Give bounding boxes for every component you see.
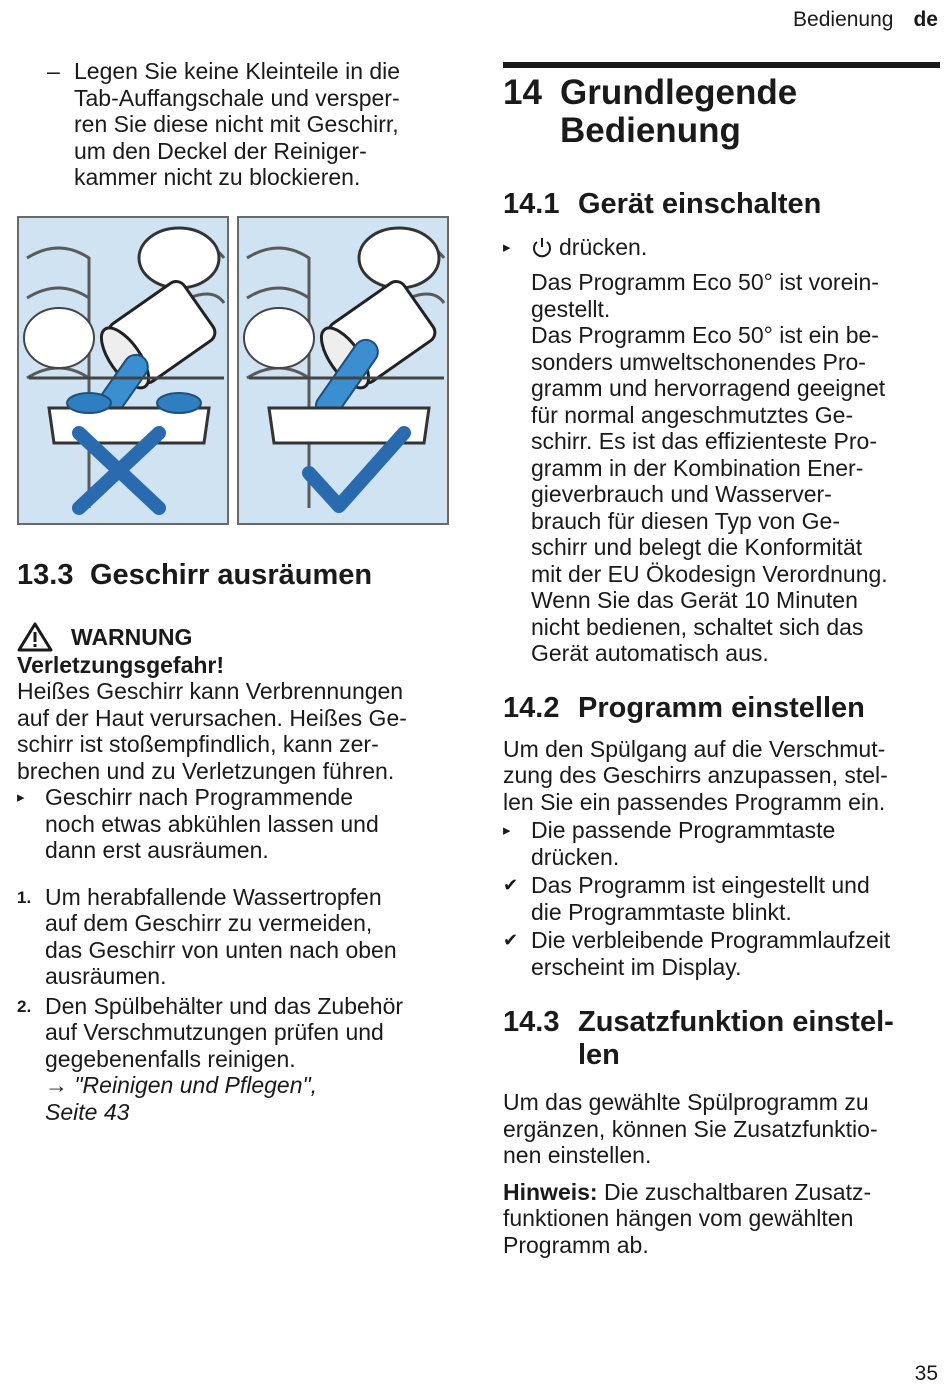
section-title-line: len <box>578 1039 620 1071</box>
warning-title: Verletzungsgefahr! <box>17 651 225 678</box>
warning-triangle-icon <box>17 622 53 652</box>
right-column <box>503 62 940 1258</box>
warning-text-line: schirr ist stoßempfindlich, kann zer- <box>17 731 379 757</box>
info-line: Wenn Sie das Gerät 10 Minuten <box>531 587 858 613</box>
warning-text-line: auf der Haut verursachen. Heißes Ge- <box>17 704 407 731</box>
s14-3-note <box>503 1179 940 1259</box>
intro-line: Tab-Auffangschale und versper- <box>74 84 400 111</box>
result-check-icon: ✔ <box>503 875 519 895</box>
intro-line: um den Deckel der Reiniger- <box>74 137 367 164</box>
action-line: dann erst ausräumen. <box>45 837 269 863</box>
reference-page[interactable]: Seite 43 <box>45 1098 130 1125</box>
action-arrow-icon: ▸ <box>503 239 511 256</box>
note-text: Die zuschaltbaren Zusatz- <box>603 1178 872 1205</box>
result-line: erscheint im Display. <box>531 953 742 980</box>
intro-line: len Sie ein passendes Programm ein. <box>503 788 886 815</box>
page-header <box>793 8 938 32</box>
result-line: Die verbleibende Programmlaufzeit <box>531 927 891 953</box>
section-14-1-heading <box>503 188 940 221</box>
info-line: sonders umweltschonendes Pro- <box>531 348 866 375</box>
info-line: mit der EU Ökodesign Verordnung. <box>531 560 888 587</box>
chapter-number: 14 <box>503 73 542 112</box>
s14-2-action <box>503 817 940 870</box>
result-line: die Programmtaste blinkt. <box>531 898 792 925</box>
intro-line: Um den Spülgang auf die Verschmut- <box>503 735 886 762</box>
warning-text-line: Heißes Geschirr kann Verbrennungen <box>17 678 404 704</box>
intro-line: zung des Geschirrs anzupassen, stel- <box>503 762 888 788</box>
reference-title: "Reinigen und Pflegen", <box>74 1072 318 1098</box>
intro-line: nen einstellen. <box>503 1142 652 1168</box>
step-line: ausräumen. <box>45 963 167 989</box>
header-language: de <box>913 8 938 31</box>
section-title: Geschirr ausräumen <box>90 558 373 591</box>
s14-2-result-1 <box>503 872 940 925</box>
warning-text-line: brechen und zu Verletzungen führen. <box>17 757 395 784</box>
chapter-14-heading <box>503 62 940 150</box>
step-line: Den Spülbehälter und das Zubehör <box>45 992 404 1019</box>
step-number: 1. <box>17 887 32 907</box>
section-number: 14.2 <box>503 691 560 724</box>
s14-3-intro <box>503 1089 940 1169</box>
info-line: schirr und belegt die Konformität <box>531 534 863 560</box>
s14-1-result <box>531 269 940 667</box>
info-line: gramm in der Kombination Ener- <box>531 454 864 481</box>
s14-2-result-2 <box>503 927 940 980</box>
intro-dash-item <box>47 58 457 191</box>
chapter-title-line: Grundlegende <box>560 73 798 112</box>
info-line: nicht bedienen, schaltet sich das <box>531 613 864 640</box>
left-column <box>17 58 457 1125</box>
action-line: Geschirr nach Programmende <box>45 784 354 810</box>
warning-header <box>17 622 457 652</box>
section-number: 14.3 <box>503 1006 560 1038</box>
page-number: 35 <box>914 1362 938 1385</box>
step-number: 2. <box>17 996 32 1016</box>
wrong-illustration <box>19 218 227 523</box>
result-line: gestellt. <box>531 295 611 322</box>
intro-line: kammer nicht zu blockieren. <box>74 164 361 190</box>
intro-line: ergänzen, können Sie Zusatzfunktio- <box>503 1115 878 1142</box>
intro-line: Legen Sie keine Kleinteile in die <box>74 58 401 84</box>
action-arrow-icon: ▸ <box>17 789 25 806</box>
chapter-title-line: Bedienung <box>560 111 741 150</box>
step-line: Um herabfallende Wassertropfen <box>45 883 382 910</box>
action-line: Die passende Programmtaste <box>531 817 836 843</box>
result-line: Das Programm ist eingestellt und <box>531 872 870 898</box>
step-2 <box>17 993 457 1126</box>
info-line: Das Programm Eco 50° ist ein be- <box>531 322 879 348</box>
result-check-icon: ✔ <box>503 930 519 950</box>
action-line: noch etwas abkühlen lassen und <box>45 810 379 837</box>
warning-label: WARNUNG <box>71 623 193 650</box>
result-line: Das Programm Eco 50° ist vorein- <box>531 269 879 295</box>
figure-pair <box>17 216 457 525</box>
cross-reference-link[interactable] <box>45 1072 403 1099</box>
intro-line: Um das gewählte Spülprogramm zu <box>503 1089 869 1115</box>
section-title-line: Zusatzfunktion einstel- <box>578 1006 894 1038</box>
note-line: Programm ab. <box>503 1231 649 1258</box>
step-line: das Geschirr von unten nach oben <box>45 936 397 963</box>
dash-marker: – <box>47 58 60 84</box>
reference-arrow-icon: → <box>45 1072 68 1098</box>
action-text: drücken. <box>559 234 648 261</box>
info-line: gieverbrauch und Wasserver- <box>531 481 832 507</box>
section-title: Gerät einschalten <box>578 188 822 220</box>
info-line: für normal angeschmutztes Ge- <box>531 401 854 428</box>
warning-action <box>17 784 457 864</box>
note-line: funktionen hängen vom gewählten <box>503 1205 854 1231</box>
action-line: drücken. <box>531 843 620 870</box>
s14-2-intro <box>503 736 940 816</box>
section-14-3-heading <box>503 1006 940 1072</box>
s14-1-action <box>503 234 940 261</box>
step-line: auf dem Geschirr zu vermeiden, <box>45 910 373 936</box>
section-14-2-heading <box>503 692 940 725</box>
step-1 <box>17 884 457 990</box>
section-number: 14.1 <box>503 188 560 220</box>
figure-right <box>237 216 449 525</box>
figure-wrong <box>17 216 229 525</box>
section-title: Programm einstellen <box>578 691 865 724</box>
header-section: Bedienung <box>793 8 894 31</box>
action-arrow-icon: ▸ <box>503 822 511 839</box>
info-line: schirr. Es ist das effizienteste Pro- <box>531 428 877 454</box>
section-13-3-heading <box>17 559 457 592</box>
intro-line: ren Sie diese nicht mit Geschirr, <box>74 111 399 137</box>
step-line: gegebenenfalls reinigen. <box>45 1045 296 1072</box>
info-line: Gerät automatisch aus. <box>531 640 769 666</box>
right-illustration <box>239 218 447 523</box>
note-label: Hinweis: <box>503 1178 598 1205</box>
info-line: brauch für diesen Typ von Ge- <box>531 507 840 534</box>
info-line: gramm und hervorragend geeignet <box>531 375 886 401</box>
step-line: auf Verschmutzungen prüfen und <box>45 1019 384 1045</box>
section-number: 13.3 <box>17 558 74 591</box>
power-button-icon <box>531 236 553 260</box>
